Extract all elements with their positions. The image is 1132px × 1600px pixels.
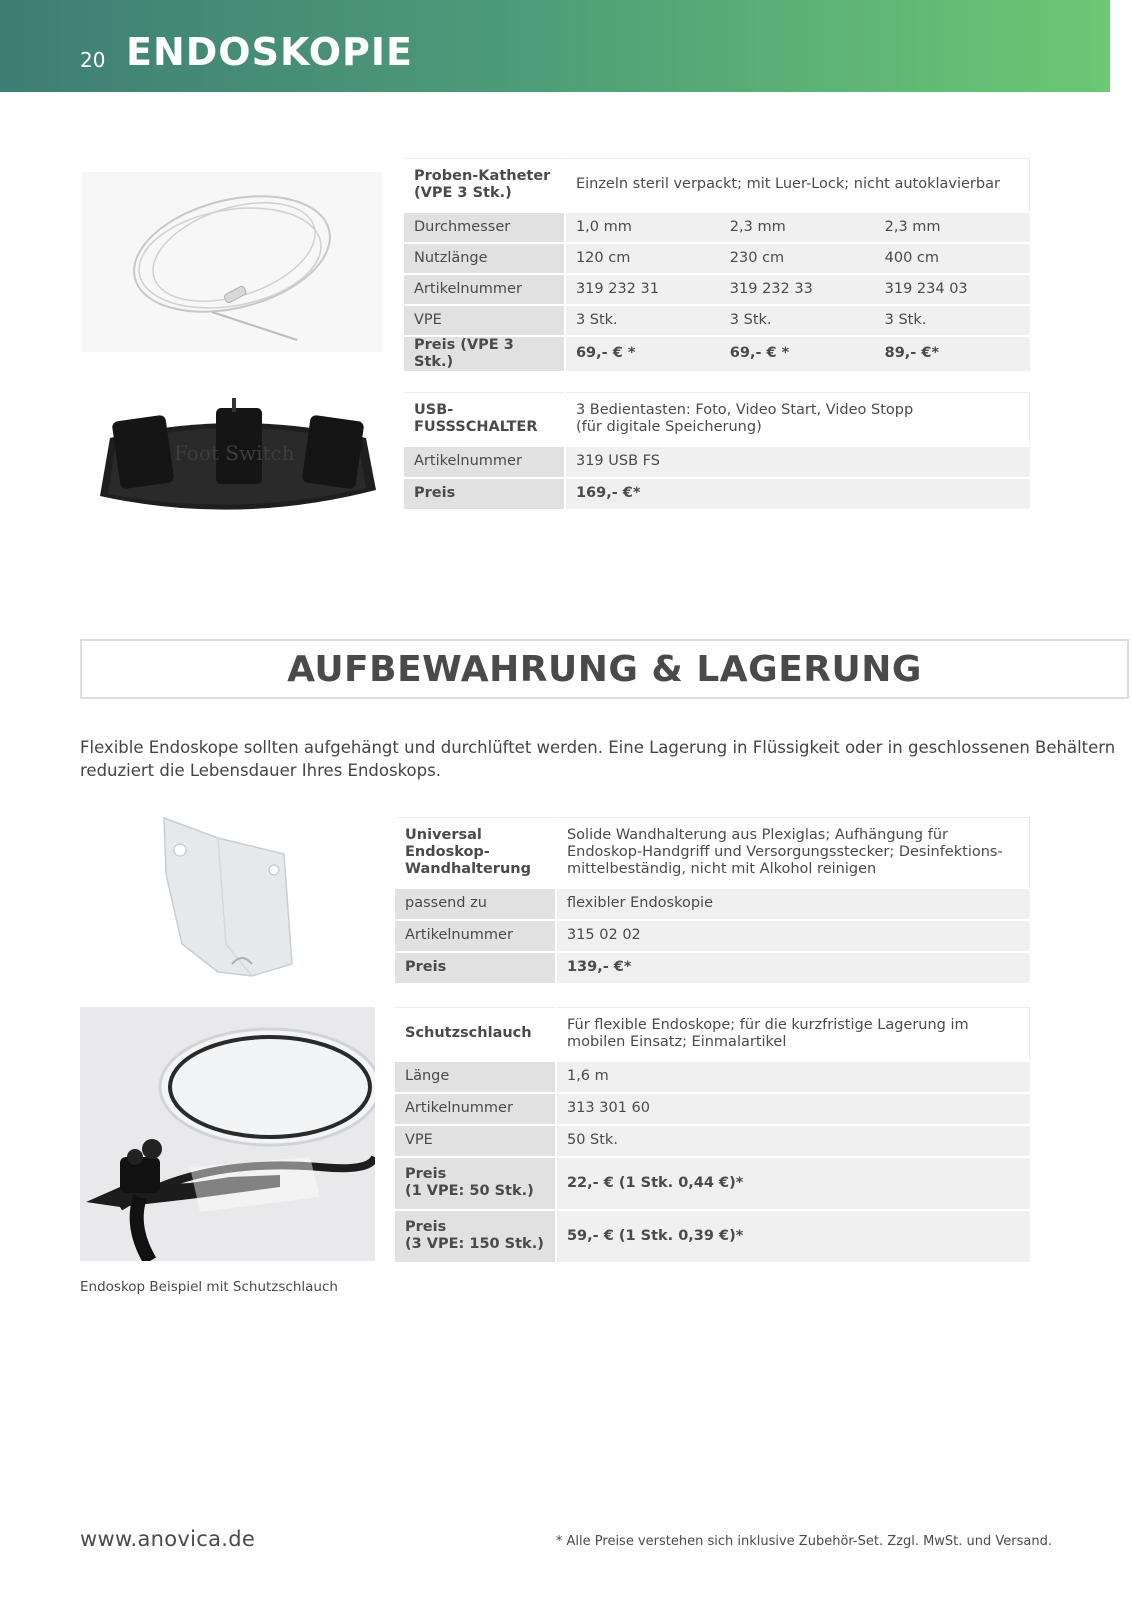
table-row [404, 446, 1030, 478]
row-label: Preis (3 VPE: 150 Stk.) [395, 1210, 556, 1263]
row-value: 400 cm [875, 243, 1030, 274]
row-value: 59,- € (1 Stk. 0,39 €)* [556, 1210, 1030, 1263]
row-label: Nutzlänge [404, 243, 565, 274]
row-label: Länge [395, 1061, 556, 1093]
table-row [395, 1210, 1030, 1263]
row-label: Artikelnummer [404, 274, 565, 305]
wallmount-spec-table [395, 817, 1030, 985]
row-label: VPE [404, 305, 565, 336]
table-row [404, 305, 1030, 336]
footswitch-spec-table [404, 392, 1030, 511]
row-value: 319 232 31 [565, 274, 720, 305]
wallmount-image [156, 814, 308, 984]
row-value: 169,- €* [565, 478, 1030, 510]
sleeve-description: Für flexible Endoskope; für die kurzfristige Lagerung im mobilen Einsatz; Einmalartikel [556, 1008, 1030, 1061]
footswitch-image [96, 398, 378, 516]
row-value: 3 Stk. [720, 305, 875, 336]
row-value: 319 USB FS [565, 446, 1030, 478]
table-row [395, 1061, 1030, 1093]
page-title: ENDOSKOPIE [126, 30, 413, 74]
row-value: 1,6 m [556, 1061, 1030, 1093]
sleeve-name: Schutzschlauch [395, 1008, 556, 1061]
footswitch-name: USB- FUSSSCHALTER [404, 393, 565, 446]
row-value: 313 301 60 [556, 1093, 1030, 1125]
image-caption: Endoskop Beispiel mit Schutzschlauch [80, 1279, 338, 1295]
table-row [404, 243, 1030, 274]
row-value: 89,- €* [875, 336, 1030, 372]
row-label: Durchmesser [404, 212, 565, 243]
row-value: 69,- € * [720, 336, 875, 372]
row-value: 2,3 mm [720, 212, 875, 243]
catheter-spec-table [404, 158, 1030, 373]
footer-price-note: * Alle Preise verstehen sich inklusive Zubehör-Set. Zzgl. MwSt. und Versand. [555, 1534, 1052, 1549]
row-value: 319 234 03 [875, 274, 1030, 305]
row-value: 139,- €* [556, 952, 1030, 984]
page-header [0, 0, 1110, 92]
row-value: 1,0 mm [565, 212, 720, 243]
row-value: 230 cm [720, 243, 875, 274]
row-label: Preis (VPE 3 Stk.) [404, 336, 565, 372]
row-label: Preis (1 VPE: 50 Stk.) [395, 1157, 556, 1210]
row-value: 319 232 33 [720, 274, 875, 305]
row-value: 50 Stk. [556, 1125, 1030, 1157]
row-label: passend zu [395, 888, 556, 920]
row-value: 315 02 02 [556, 920, 1030, 952]
table-row [404, 478, 1030, 510]
row-value: 69,- € * [565, 336, 720, 372]
row-label: Artikelnummer [395, 920, 556, 952]
row-label: Preis [395, 952, 556, 984]
row-value: 22,- € (1 Stk. 0,44 €)* [556, 1157, 1030, 1210]
endoscope-sleeve-image [80, 1007, 375, 1261]
catheter-image [82, 172, 382, 352]
table-row [395, 920, 1030, 952]
section-heading-box [80, 639, 1129, 699]
row-value: 2,3 mm [875, 212, 1030, 243]
wallmount-description: Solide Wandhalterung aus Plexiglas; Aufhängung für Endoskop-Handgriff und Versorgungsstecker; Desinfektions- mittelbeständig, nicht mit Alkohol reinigen [556, 818, 1030, 888]
wallmount-name: Universal Endoskop- Wandhalterung [395, 818, 556, 888]
row-label: Artikelnummer [404, 446, 565, 478]
table-row [395, 952, 1030, 984]
table-row [404, 212, 1030, 243]
pedal-print: Foot Switch [174, 441, 295, 465]
catheter-name: Proben-Katheter (VPE 3 Stk.) [404, 159, 565, 212]
table-row [395, 888, 1030, 920]
page-number: 20 [80, 48, 106, 72]
table-row [404, 274, 1030, 305]
catheter-description: Einzeln steril verpackt; mit Luer-Lock; nicht autoklavierbar [565, 159, 1030, 212]
row-value: 120 cm [565, 243, 720, 274]
row-label: Preis [404, 478, 565, 510]
row-value: 3 Stk. [875, 305, 1030, 336]
table-row [395, 1093, 1030, 1125]
row-value: flexibler Endoskopie [556, 888, 1030, 920]
section-title: AUFBEWAHRUNG & LAGERUNG [287, 649, 922, 690]
sleeve-spec-table [395, 1007, 1030, 1264]
footer-website-link[interactable]: www.anovica.de [80, 1527, 256, 1551]
footswitch-description: 3 Bedientasten: Foto, Video Start, Video Stopp (für digitale Speicherung) [565, 393, 1030, 446]
table-row [395, 1157, 1030, 1210]
row-label: VPE [395, 1125, 556, 1157]
table-row [395, 1125, 1030, 1157]
row-label: Artikelnummer [395, 1093, 556, 1125]
table-row [404, 336, 1030, 372]
row-value: 3 Stk. [565, 305, 720, 336]
section-intro: Flexible Endoskope sollten aufgehängt und durchlüftet werden. Eine Lagerung in Flüssigkeit oder in geschlossenen Behältern reduziert die Lebensdauer Ihres Endoskops. [80, 738, 1116, 780]
